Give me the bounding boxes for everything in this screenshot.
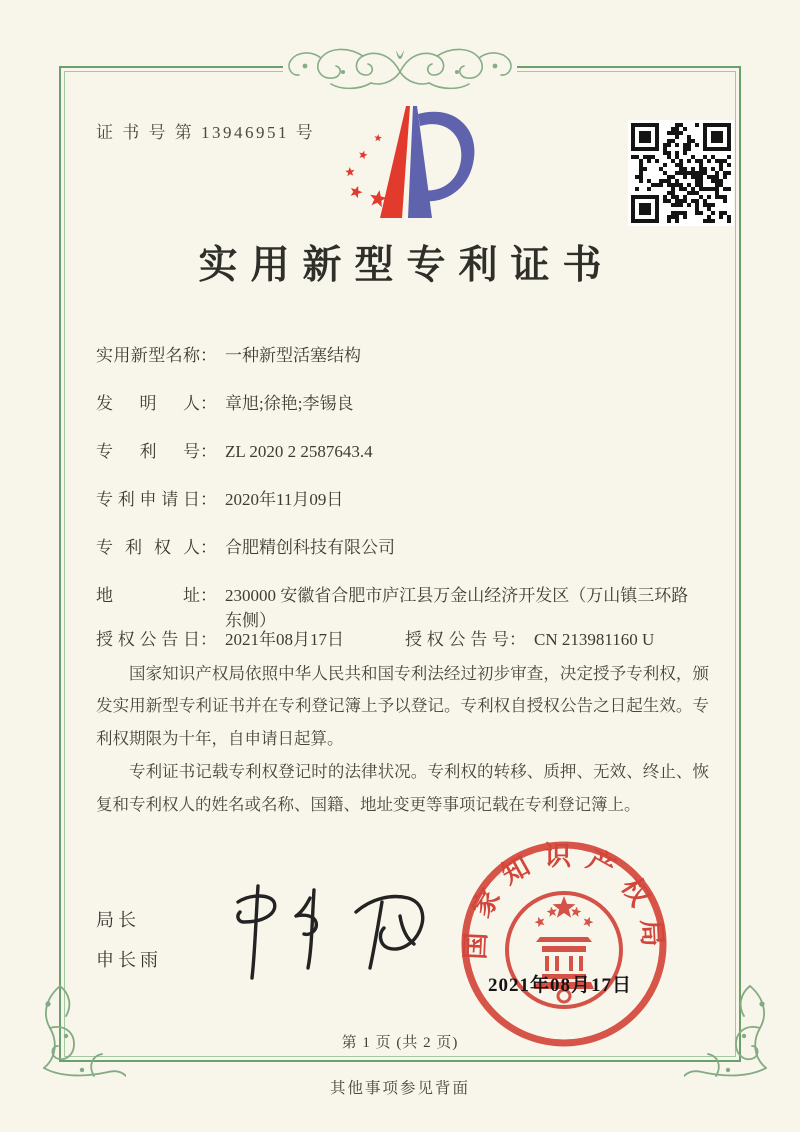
field-label: 专利申请日 (96, 490, 200, 509)
field-value: 章旭;徐艳;李锡良 (225, 394, 354, 413)
field-label: 专利权人 (96, 538, 200, 557)
field-row-address: 地址 ： 230000 安徽省合肥市庐江县万金山经济开发区（万山镇三环路东侧） (96, 583, 708, 633)
grant-date-pair: 授权公告日 ： 2021年08月17日 (96, 627, 736, 652)
field-label: 实用新型名称 (96, 346, 200, 365)
grant-date-value: 2021年08月17日 (225, 630, 344, 649)
commissioner-block (96, 906, 162, 972)
legal-paragraph-1: 国家知识产权局依照中华人民共和国专利法经过初步审查，决定授予专利权，颁发实用新型专利证书并在专利登记簿上予以登记。专利权自授权公告之日起生效。专利权期限为十年，自申请日起算。 (96, 664, 709, 748)
grant-number-pair: 授权公告号 ： CN 213981160 U (405, 627, 654, 652)
field-row-filing-date: 专利申请日 ： 2020年11月09日 (96, 487, 708, 512)
field-value: 2020年11月09日 (225, 490, 344, 509)
grant-number-label: 授权公告号 (405, 630, 509, 649)
field-row-inventors: 发明人 ： 章旭;徐艳;李锡良 (96, 391, 708, 416)
field-label: 地址 (96, 586, 200, 605)
field-row-utility-model-name: 实用新型名称 ： 一种新型活塞结构 (96, 343, 708, 368)
top-center-flourish-ornament (283, 42, 517, 98)
field-label: 发明人 (96, 394, 200, 413)
grant-row (96, 627, 736, 652)
page-number: 第 1 页 (共 2 页) (341, 1035, 459, 1051)
field-row-patent-number: 专利号 ： ZL 2020 2 2587643.4 (96, 439, 708, 464)
grant-number-value: CN 213981160 U (534, 630, 655, 649)
field-value: 一种新型活塞结构 (225, 346, 361, 365)
seal-ring-text: 国家知识产权局 (460, 841, 668, 961)
field-value: 230000 安徽省合肥市庐江县万金山经济开发区（万山镇三环路东侧） (225, 586, 689, 630)
certificate-fields (96, 343, 708, 656)
cnipa-logo (332, 100, 480, 226)
field-row-patentee: 专利权人 ： 合肥精创科技有限公司 (96, 535, 708, 560)
commissioner-signature (222, 872, 434, 990)
official-seal (458, 838, 670, 1050)
certificate-title: 实用新型专利证书 (198, 244, 615, 287)
commissioner-name: 申长雨 (96, 950, 162, 970)
legal-text-paragraphs (96, 658, 709, 822)
certificate-number: 证 书 号 第 13946951 号 (96, 123, 316, 142)
commissioner-title: 局长 (96, 910, 140, 930)
field-value: ZL 2020 2 2587643.4 (225, 442, 373, 461)
field-value: 合肥精创科技有限公司 (225, 538, 395, 557)
field-label: 专利号 (96, 442, 200, 461)
seal-date: 2021年08月17日 (488, 975, 633, 996)
qr-code (628, 120, 734, 226)
legal-paragraph-2: 专利证书记载专利权登记时的法律状况。专利权的转移、质押、无效、终止、恢复和专利权人的姓名或名称、国籍、地址变更等事项记载在专利登记簿上。 (96, 762, 709, 814)
back-side-note: 其他事项参见背面 (329, 1080, 470, 1097)
grant-date-label: 授权公告日 (96, 630, 200, 649)
